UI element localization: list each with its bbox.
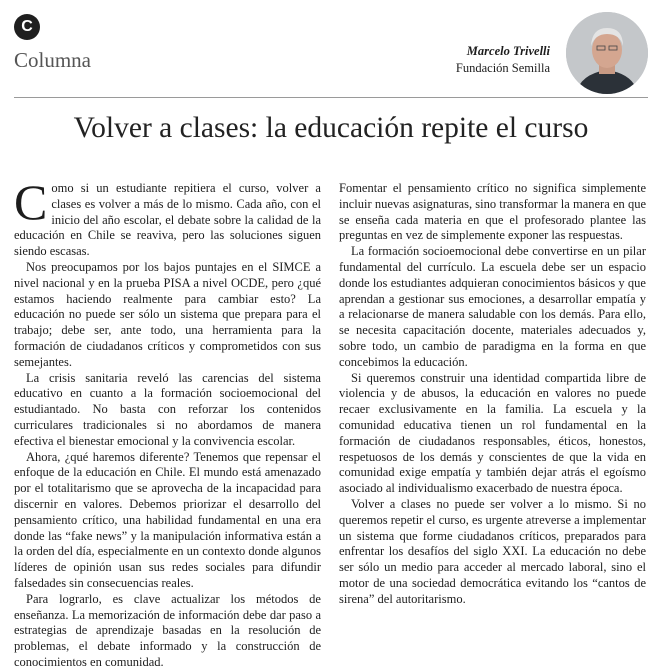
header-divider xyxy=(14,97,648,98)
author-name: Marcelo Trivelli xyxy=(466,44,550,58)
article-paragraph: Nos preocupamos por los bajos puntajes en el SIMCE a nivel nacional y en la prueba PISA a nivel OCDE, pero ¿qué estamos haciendo realmente para cambiar esto? La educación no puede ser sólo un sistema que prepara para el trabajo; debe ser, ante todo, una herramienta para la formación de ciudadanos críticos y comprometidos con sus semejantes. xyxy=(14,259,321,369)
author-organization: Fundación Semilla xyxy=(455,61,550,75)
drop-cap: C xyxy=(14,174,48,230)
article-paragraph: Ahora, ¿qué haremos diferente? Tenemos que repensar el enfoque de la educación en Chile. El mundo está amenazado por el totalitarismo que se aprovecha de la incapacidad para discernir en valores. Debemos priorizar el desarrollo del pensamiento crítico, una habilidad fundamental en una era donde las “fake news” y la manipulación informativa están a la orden del día, especialmente en un contexto donde algunos líderes de opinión usan sus redes sociales para difundir falsedades sin consecuencias reales. xyxy=(14,449,321,590)
article-paragraph: La formación socioemocional debe convertirse en un pilar fundamental del currículo. La escuela debe ser un espacio donde los estudiantes adquieran conocimientos básicos y que aprendan a gestionar sus emociones, a desarrollar empatía y a relacionarse de manera saludable con los demás. Para ello, se necesita capacitación docente, materiales adecuados y, sobre todo, un cambio de paradigma en la forma en que concebimos la educación. xyxy=(339,244,646,369)
author-photo xyxy=(566,12,648,94)
article-column-left xyxy=(14,174,321,671)
author-portrait-image xyxy=(566,12,648,94)
author-block xyxy=(456,43,550,77)
section-badge: C xyxy=(14,14,40,40)
article-paragraph: Si queremos construir una identidad compartida libre de violencia y de abusos, la educación en valores no puede recaer exclusivamente en la familia. La escuela y la comunidad educativa tienen un rol fundamental en la formación de ciudadanos responsables, éticos, honestos, respetuosos de los demás y conscientes de que la vida en comunidad exige empatía y también dejar atrás el egoísmo asociado al individualismo exacerbado de nuestra época. xyxy=(339,370,646,496)
article-paragraph: Fomentar el pensamiento crítico no significa simplemente incluir nuevas asignaturas, sino transformar la manera en que se enseña cada materia en que el profesorado plantee las preguntas en vez de simplemente exponer las respuestas. xyxy=(339,181,646,243)
article-paragraph: Como si un estudiante repitiera el curso, volver a clases es volver a más de lo mismo. Cada año, con el inicio del año escolar, el debate sobre la calidad de la educación en Chile se reaviva, pero las soluciones siguen siendo escasas. xyxy=(14,174,321,259)
article-paragraph: Volver a clases no puede ser volver a lo mismo. Si no queremos repetir el curso, es urgente atreverse a implementar un sistema que forme ciudadanos críticos, preparados para enfrentar los desafíos del siglo XXI. La educación no debe ser sólo un medio para acceder al mercado laboral, sino el motor de una sociedad democrática evitando los “cantos de sirena” del autoritarismo. xyxy=(339,496,646,606)
article-paragraph: Para lograrlo, es clave actualizar los métodos de enseñanza. La memorización de información debe dar paso a estrategias de aprendizaje basadas en la resolución de problemas, el debate informado y la construcción de conocimientos en comunidad. xyxy=(14,591,321,669)
article-column-right xyxy=(339,181,646,608)
section-label: Columna xyxy=(14,48,91,72)
article-paragraph: La crisis sanitaria reveló las carencias del sistema educativo en cuanto a la formación socioemocional del estudiantado. No basta con reforzar los contenidos curriculares tradicionales si no abordamos de manera efectiva el bienestar emocional y la convivencia escolar. xyxy=(14,370,321,448)
headline: Volver a clases: la educación repite el curso xyxy=(73,112,589,144)
